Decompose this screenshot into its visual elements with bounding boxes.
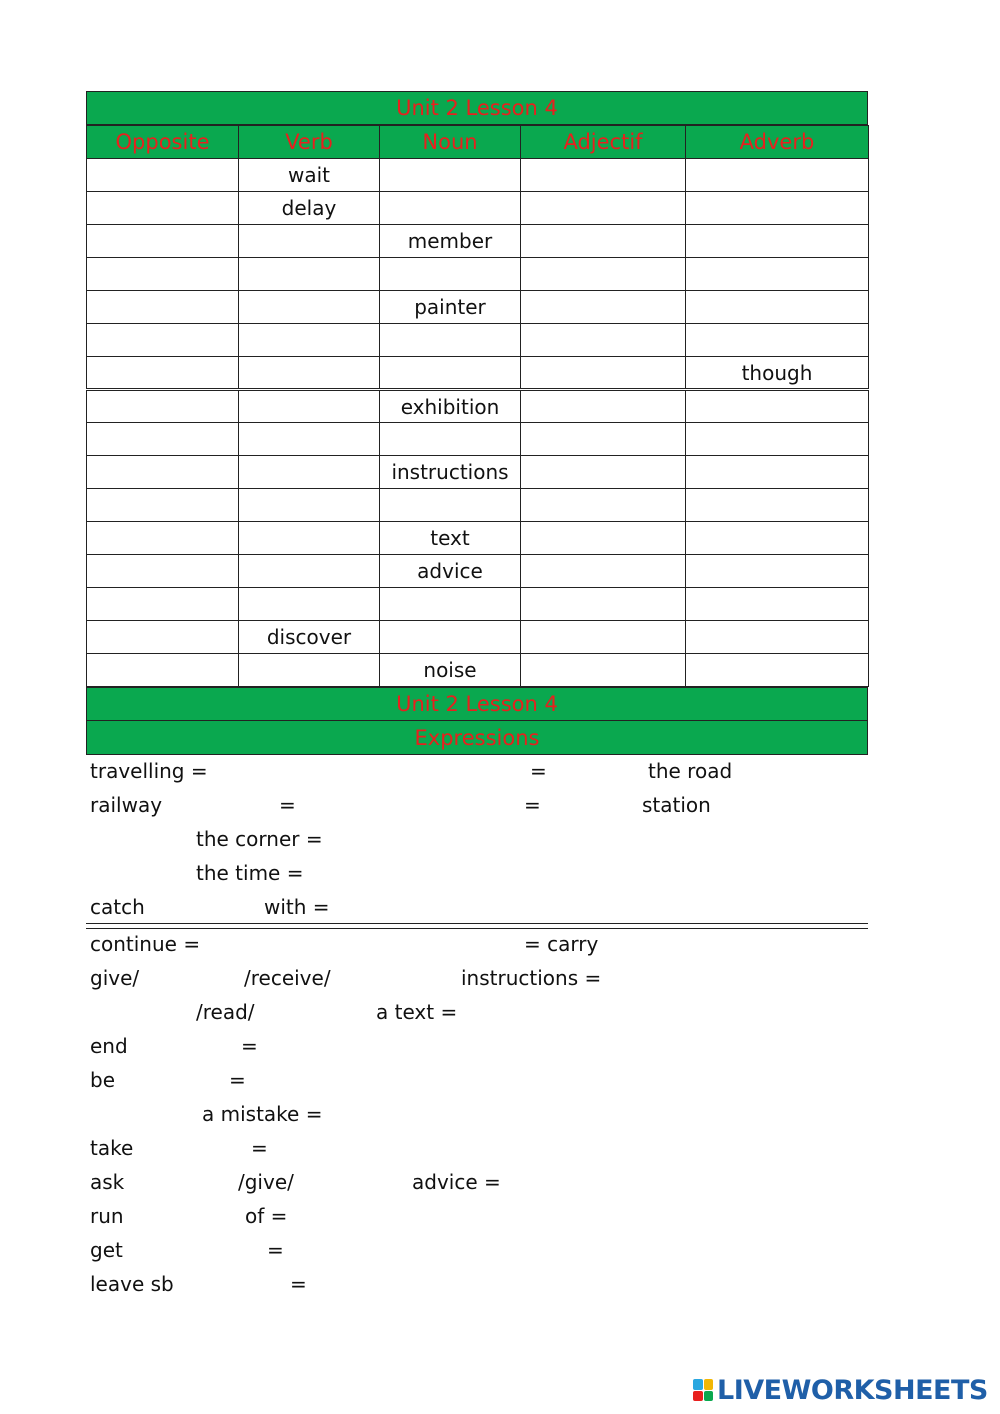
cell-opposite[interactable] (87, 159, 239, 192)
expression-text: /give/ (238, 1170, 294, 1194)
expression-line (86, 1200, 868, 1234)
cell-verb[interactable] (239, 258, 380, 291)
cell-adjectif[interactable] (521, 357, 686, 390)
cell-noun: instructions (380, 456, 521, 489)
cell-adjectif[interactable] (521, 654, 686, 687)
expression-text: end (90, 1034, 128, 1058)
cell-opposite[interactable] (87, 588, 239, 621)
cell-adverb[interactable] (686, 555, 869, 588)
cell-adverb[interactable] (686, 489, 869, 522)
cell-opposite[interactable] (87, 225, 239, 258)
cell-adverb[interactable] (686, 291, 869, 324)
cell-verb[interactable] (239, 456, 380, 489)
expression-line (86, 789, 868, 823)
cell-opposite[interactable] (87, 192, 239, 225)
expression-text: = (524, 793, 541, 817)
expression-line (86, 1064, 868, 1098)
cell-adjectif[interactable] (521, 621, 686, 654)
expression-line (86, 755, 868, 789)
expression-text: = (267, 1238, 284, 1262)
cell-noun: text (380, 522, 521, 555)
header-opposite: Opposite (87, 126, 239, 159)
table-row (87, 456, 869, 489)
table-row (87, 291, 869, 324)
expression-line (86, 962, 868, 996)
expression-text: /receive/ (244, 966, 331, 990)
worksheet (86, 91, 868, 1315)
cell-adverb[interactable] (686, 654, 869, 687)
cell-noun: noise (380, 654, 521, 687)
cell-opposite[interactable] (87, 324, 239, 357)
expression-line (86, 857, 868, 891)
cell-adverb[interactable] (686, 225, 869, 258)
cell-noun[interactable] (380, 588, 521, 621)
expression-text: the time = (196, 861, 304, 885)
cell-adjectif[interactable] (521, 192, 686, 225)
liveworksheets-logo[interactable] (693, 1376, 988, 1404)
expression-text: = carry (524, 932, 599, 956)
cell-adverb: though (686, 357, 869, 390)
cell-verb[interactable] (239, 390, 380, 423)
expression-line (86, 1166, 868, 1200)
cell-opposite[interactable] (87, 390, 239, 423)
expression-text: travelling = (90, 759, 208, 783)
cell-verb[interactable] (239, 489, 380, 522)
cell-adjectif[interactable] (521, 291, 686, 324)
header-noun: Noun (380, 126, 521, 159)
expression-text: a text = (376, 1000, 458, 1024)
expression-line (86, 1098, 868, 1132)
expression-text: get (90, 1238, 123, 1262)
table-row (87, 357, 869, 390)
cell-adverb[interactable] (686, 258, 869, 291)
expression-text: a mistake = (202, 1102, 323, 1126)
cell-opposite[interactable] (87, 456, 239, 489)
table-row (87, 522, 869, 555)
cell-adverb[interactable] (686, 456, 869, 489)
cell-opposite[interactable] (87, 621, 239, 654)
expression-text: advice = (412, 1170, 501, 1194)
section-title: Unit 2 Lesson 4 (86, 687, 868, 721)
expression-line (86, 996, 868, 1030)
expression-line (86, 823, 868, 857)
cell-verb[interactable] (239, 522, 380, 555)
cell-noun[interactable] (380, 489, 521, 522)
expression-line (86, 1030, 868, 1064)
cell-noun[interactable] (380, 324, 521, 357)
expression-line (86, 1268, 868, 1302)
table-row (87, 159, 869, 192)
cell-adverb[interactable] (686, 621, 869, 654)
expression-text: /read/ (196, 1000, 255, 1024)
table-title: Unit 2 Lesson 4 (86, 91, 868, 125)
cell-adjectif[interactable] (521, 423, 686, 456)
cell-opposite[interactable] (87, 522, 239, 555)
cell-adverb[interactable] (686, 423, 869, 456)
expression-text: = (530, 759, 547, 783)
table-row (87, 555, 869, 588)
cell-adjectif[interactable] (521, 390, 686, 423)
expression-text: continue = (90, 932, 201, 956)
cell-noun: painter (380, 291, 521, 324)
expression-text: = (251, 1136, 268, 1160)
header-adjectif: Adjectif (521, 126, 686, 159)
expression-line (86, 928, 868, 962)
cell-noun[interactable] (380, 621, 521, 654)
cell-adverb[interactable] (686, 192, 869, 225)
table-row (87, 423, 869, 456)
cell-noun[interactable] (380, 192, 521, 225)
expression-text: the road (648, 759, 733, 783)
logo-text: LIVEWORKSHEETS (717, 1374, 988, 1406)
expression-text: with = (264, 895, 330, 919)
table-row (87, 258, 869, 291)
expressions-list (86, 755, 868, 1315)
expression-text: station (642, 793, 711, 817)
expression-line (86, 1234, 868, 1268)
table-row (87, 390, 869, 423)
cell-adjectif[interactable] (521, 159, 686, 192)
table-row (87, 654, 869, 687)
cell-verb: delay (239, 192, 380, 225)
cell-opposite[interactable] (87, 258, 239, 291)
cell-verb: discover (239, 621, 380, 654)
expression-text: take (90, 1136, 134, 1160)
cell-verb[interactable] (239, 357, 380, 390)
expression-text: = (241, 1034, 258, 1058)
cell-noun[interactable] (380, 423, 521, 456)
cell-opposite[interactable] (87, 423, 239, 456)
cell-adverb[interactable] (686, 324, 869, 357)
cell-adjectif[interactable] (521, 324, 686, 357)
cell-verb[interactable] (239, 291, 380, 324)
cell-noun[interactable] (380, 258, 521, 291)
cell-verb[interactable] (239, 588, 380, 621)
header-adverb: Adverb (686, 126, 869, 159)
cell-opposite[interactable] (87, 291, 239, 324)
cell-verb[interactable] (239, 225, 380, 258)
cell-noun: exhibition (380, 390, 521, 423)
cell-verb[interactable] (239, 654, 380, 687)
cell-adverb[interactable] (686, 522, 869, 555)
section-subtitle: Expressions (86, 721, 868, 755)
cell-verb: wait (239, 159, 380, 192)
expression-text: the corner = (196, 827, 323, 851)
expression-text: instructions = (461, 966, 602, 990)
expression-text: = (279, 793, 296, 817)
expression-text: catch (90, 895, 145, 919)
expression-text: = (229, 1068, 246, 1092)
cell-verb[interactable] (239, 555, 380, 588)
cell-noun[interactable] (380, 159, 521, 192)
cell-noun: member (380, 225, 521, 258)
cell-adjectif[interactable] (521, 522, 686, 555)
cell-opposite[interactable] (87, 357, 239, 390)
expression-line (86, 1132, 868, 1166)
expression-text: give/ (90, 966, 140, 990)
cell-opposite[interactable] (87, 555, 239, 588)
cell-adjectif[interactable] (521, 258, 686, 291)
cell-adverb[interactable] (686, 159, 869, 192)
cell-adjectif[interactable] (521, 225, 686, 258)
cell-noun[interactable] (380, 357, 521, 390)
expression-text: of = (245, 1204, 288, 1228)
table-row (87, 192, 869, 225)
expression-text: be (90, 1068, 115, 1092)
expression-text: railway (90, 793, 163, 817)
vocabulary-table (86, 125, 869, 687)
cell-opposite[interactable] (87, 489, 239, 522)
expression-text: leave sb (90, 1272, 174, 1296)
cell-noun: advice (380, 555, 521, 588)
cell-verb[interactable] (239, 423, 380, 456)
table-row (87, 489, 869, 522)
logo-icon (693, 1379, 713, 1401)
expression-line (86, 891, 868, 925)
table-row (87, 225, 869, 258)
header-row (87, 126, 869, 159)
cell-adjectif[interactable] (521, 489, 686, 522)
cell-adjectif[interactable] (521, 456, 686, 489)
table-row (87, 621, 869, 654)
expression-text: = (290, 1272, 307, 1296)
table-row (87, 324, 869, 357)
expression-text: ask (90, 1170, 125, 1194)
cell-adverb[interactable] (686, 390, 869, 423)
cell-adjectif[interactable] (521, 555, 686, 588)
header-verb: Verb (239, 126, 380, 159)
cell-adjectif[interactable] (521, 588, 686, 621)
expression-text: run (90, 1204, 124, 1228)
cell-opposite[interactable] (87, 654, 239, 687)
cell-adverb[interactable] (686, 588, 869, 621)
table-row (87, 588, 869, 621)
cell-verb[interactable] (239, 324, 380, 357)
